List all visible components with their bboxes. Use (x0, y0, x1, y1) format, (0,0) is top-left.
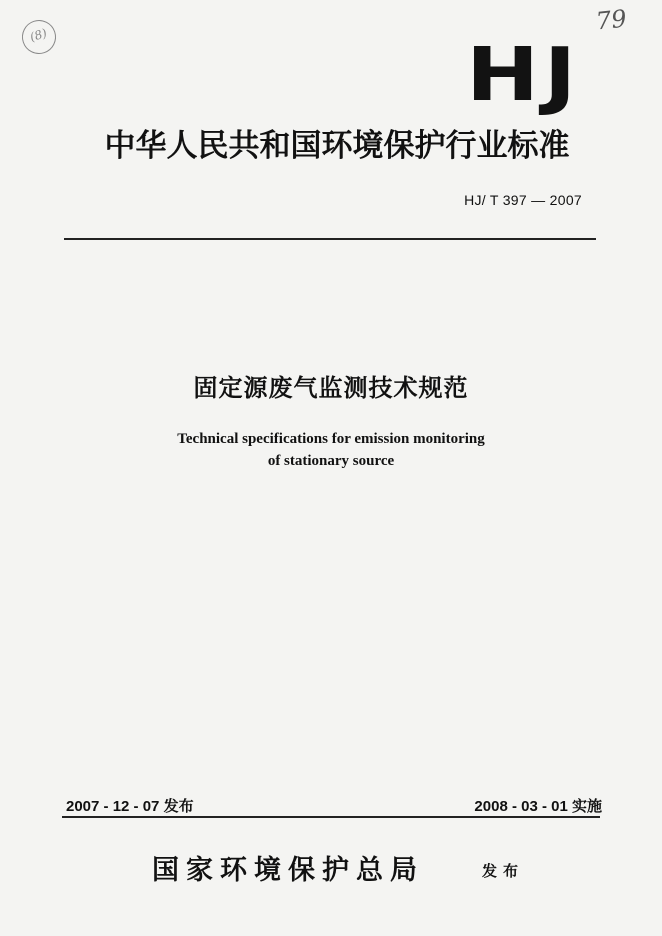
publish-label: 发布 (482, 862, 525, 880)
standard-title: 中华人民共和国环境保护行业标准 (104, 128, 570, 164)
standard-number: HJ/ T 397 — 2007 (464, 192, 582, 208)
bottom-divider (62, 816, 600, 818)
document-title-chinese: 固定源废气监测技术规范 (193, 374, 469, 402)
handwritten-mark: 79 (594, 4, 628, 36)
publisher-name: 国家环境保护总局 (152, 855, 424, 886)
document-title-english (0, 428, 662, 472)
implementation-date: 2008 - 03 - 01 实施 (474, 798, 602, 815)
issue-date: 2007 - 12 - 07 发布 (66, 798, 194, 815)
stamp-text: (8) (28, 25, 49, 45)
stamp-icon (18, 16, 61, 59)
hj-logo: HJ (466, 32, 582, 118)
document-title-english-line1: Technical specifications for emission monitoring (177, 431, 485, 447)
top-divider (64, 238, 596, 240)
document-title-english-line2: of stationary source (267, 453, 395, 469)
